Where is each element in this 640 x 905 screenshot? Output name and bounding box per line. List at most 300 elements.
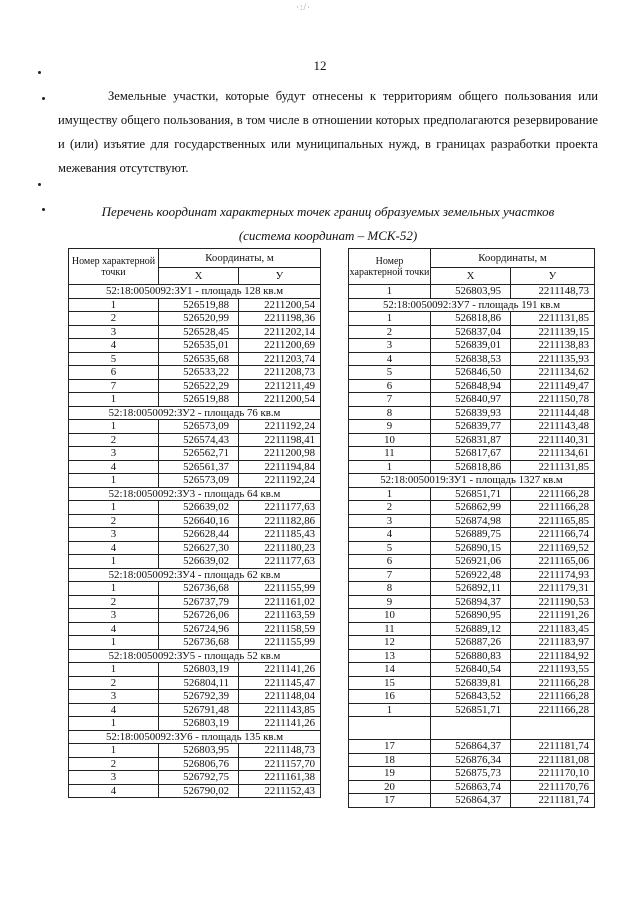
x-coordinate-cell: 526839,81	[431, 676, 511, 690]
table-row	[349, 676, 595, 690]
x-coordinate-cell: 526736,68	[159, 636, 239, 650]
point-number-cell: 1	[69, 420, 159, 434]
contour-gap-row	[349, 717, 595, 740]
x-coordinate-cell: 526803,19	[159, 717, 239, 731]
x-coordinate-cell: 526726,06	[159, 609, 239, 623]
point-number-cell: 3	[69, 609, 159, 623]
header-x: X	[159, 268, 239, 285]
x-coordinate-cell: 526803,95	[431, 285, 511, 299]
coordinates-table-right	[348, 248, 595, 808]
table-row	[349, 690, 595, 704]
table-row	[349, 568, 595, 582]
point-number-cell: 2	[349, 501, 431, 515]
y-coordinate-cell: 2211134,62	[511, 366, 595, 380]
parcel-group-row	[69, 285, 321, 299]
parcel-group-row	[349, 474, 595, 488]
table-row	[349, 528, 595, 542]
x-coordinate-cell: 526894,37	[431, 595, 511, 609]
point-number-cell: 1	[69, 582, 159, 596]
y-coordinate-cell: 2211180,23	[239, 541, 321, 555]
table-row	[349, 514, 595, 528]
y-coordinate-cell: 2211155,99	[239, 582, 321, 596]
y-coordinate-cell: 2211131,85	[511, 460, 595, 474]
point-number-cell: 18	[349, 753, 431, 767]
x-coordinate-cell: 526573,09	[159, 474, 239, 488]
y-coordinate-cell: 2211177,63	[239, 501, 321, 515]
parcel-group-row	[69, 568, 321, 582]
scan-mark: ·:/·	[296, 2, 311, 12]
y-coordinate-cell: 2211165,85	[511, 514, 595, 528]
x-coordinate-cell: 526837,04	[431, 325, 511, 339]
table-row	[69, 514, 321, 528]
x-coordinate-cell: 526839,01	[431, 339, 511, 353]
point-number-cell: 5	[349, 541, 431, 555]
x-coordinate-cell: 526831,87	[431, 433, 511, 447]
table-row	[349, 703, 595, 717]
point-number-cell: 4	[69, 339, 159, 353]
table-row	[69, 690, 321, 704]
intro-paragraph: Земельные участки, которые будут отнесены к территориям общего пользования или имуществу общего пользования, в том числе в отношении которых предполагаются резервирование и (или) изъятие для государственных или муниципальных нужд, в границах разработки проекта межевания отсутствуют.	[58, 89, 598, 175]
empty-cell	[511, 717, 595, 740]
y-coordinate-cell: 2211138,83	[511, 339, 595, 353]
point-number-cell: 13	[349, 649, 431, 663]
y-coordinate-cell: 2211174,93	[511, 568, 595, 582]
x-coordinate-cell: 526890,15	[431, 541, 511, 555]
x-coordinate-cell: 526640,16	[159, 514, 239, 528]
y-coordinate-cell: 2211190,53	[511, 595, 595, 609]
point-number-cell: 1	[349, 285, 431, 299]
point-number-cell: 10	[349, 433, 431, 447]
x-coordinate-cell: 526520,99	[159, 312, 239, 326]
table-row	[69, 379, 321, 393]
x-coordinate-cell: 526817,67	[431, 447, 511, 461]
parcel-group-row	[69, 406, 321, 420]
x-coordinate-cell: 526639,02	[159, 501, 239, 515]
table-row	[349, 780, 595, 794]
table-row	[69, 676, 321, 690]
point-number-cell: 10	[349, 609, 431, 623]
y-coordinate-cell: 2211200,69	[239, 339, 321, 353]
y-coordinate-cell: 2211134,61	[511, 447, 595, 461]
y-coordinate-cell: 2211157,70	[239, 757, 321, 771]
list-title	[58, 200, 598, 248]
y-coordinate-cell: 2211198,36	[239, 312, 321, 326]
table-row	[349, 352, 595, 366]
y-coordinate-cell: 2211166,28	[511, 676, 595, 690]
header-coordinates: Координаты, м	[431, 249, 595, 268]
table-row	[69, 325, 321, 339]
x-coordinate-cell: 526890,95	[431, 609, 511, 623]
point-number-cell: 3	[69, 447, 159, 461]
point-number-cell: 2	[69, 312, 159, 326]
table-row	[349, 740, 595, 754]
table-row	[69, 541, 321, 555]
table-row	[349, 555, 595, 569]
parcel-label: 52:18:0050092:ЗУ2 - площадь 76 кв.м	[69, 406, 321, 420]
point-number-cell: 3	[69, 771, 159, 785]
y-coordinate-cell: 2211140,31	[511, 433, 595, 447]
table-row	[349, 460, 595, 474]
y-coordinate-cell: 2211194,84	[239, 460, 321, 474]
y-coordinate-cell: 2211177,63	[239, 555, 321, 569]
x-coordinate-cell: 526851,71	[431, 703, 511, 717]
table-row	[349, 595, 595, 609]
point-number-cell: 4	[349, 352, 431, 366]
table-row	[69, 555, 321, 569]
x-coordinate-cell: 526875,73	[431, 767, 511, 781]
point-number-cell: 7	[349, 393, 431, 407]
point-number-cell: 6	[349, 555, 431, 569]
y-coordinate-cell: 2211145,47	[239, 676, 321, 690]
point-number-cell: 2	[69, 433, 159, 447]
x-coordinate-cell: 526639,02	[159, 555, 239, 569]
parcel-label: 52:18:0050092:ЗУ5 - площадь 52 кв.м	[69, 649, 321, 663]
point-number-cell: 1	[69, 298, 159, 312]
parcel-label: 52:18:0050092:ЗУ3 - площадь 64 кв.м	[69, 487, 321, 501]
y-coordinate-cell: 2211149,47	[511, 379, 595, 393]
x-coordinate-cell: 526562,71	[159, 447, 239, 461]
y-coordinate-cell: 2211165,06	[511, 555, 595, 569]
table-row	[349, 501, 595, 515]
point-number-cell: 17	[349, 740, 431, 754]
x-coordinate-cell: 526843,52	[431, 690, 511, 704]
header-point-number: Номер характерной точки	[69, 249, 159, 285]
table-row	[69, 528, 321, 542]
y-coordinate-cell: 2211191,26	[511, 609, 595, 623]
y-coordinate-cell: 2211143,85	[239, 703, 321, 717]
point-number-cell: 1	[69, 636, 159, 650]
x-coordinate-cell: 526519,88	[159, 393, 239, 407]
y-coordinate-cell: 2211166,28	[511, 487, 595, 501]
x-coordinate-cell: 526790,02	[159, 784, 239, 798]
table-row	[349, 325, 595, 339]
coordinates-table-left	[68, 248, 321, 798]
point-number-cell: 1	[69, 555, 159, 569]
x-coordinate-cell: 526889,12	[431, 622, 511, 636]
table-row	[349, 339, 595, 353]
x-coordinate-cell: 526848,94	[431, 379, 511, 393]
table-row	[349, 393, 595, 407]
point-number-cell: 1	[69, 663, 159, 677]
empty-cell	[349, 717, 431, 740]
header-coordinates: Координаты, м	[159, 249, 321, 268]
table-row	[69, 393, 321, 407]
table-row	[349, 433, 595, 447]
point-number-cell: 11	[349, 447, 431, 461]
y-coordinate-cell: 2211200,54	[239, 393, 321, 407]
table-row	[349, 366, 595, 380]
y-coordinate-cell: 2211166,28	[511, 501, 595, 515]
point-number-cell: 1	[69, 474, 159, 488]
point-number-cell: 5	[69, 352, 159, 366]
point-number-cell: 17	[349, 794, 431, 808]
table-row	[69, 609, 321, 623]
x-coordinate-cell: 526840,54	[431, 663, 511, 677]
x-coordinate-cell: 526736,68	[159, 582, 239, 596]
x-coordinate-cell: 526535,68	[159, 352, 239, 366]
parcel-group-row	[349, 298, 595, 312]
point-number-cell: 4	[69, 784, 159, 798]
point-number-cell: 4	[69, 703, 159, 717]
x-coordinate-cell: 526921,06	[431, 555, 511, 569]
y-coordinate-cell: 2211158,59	[239, 622, 321, 636]
x-coordinate-cell: 526838,53	[431, 352, 511, 366]
y-coordinate-cell: 2211181,74	[511, 794, 595, 808]
table-row	[349, 285, 595, 299]
y-coordinate-cell: 2211181,08	[511, 753, 595, 767]
y-coordinate-cell: 2211169,52	[511, 541, 595, 555]
point-number-cell: 2	[69, 757, 159, 771]
table-row	[69, 582, 321, 596]
y-coordinate-cell: 2211200,54	[239, 298, 321, 312]
x-coordinate-cell: 526737,79	[159, 595, 239, 609]
table-row	[349, 753, 595, 767]
point-number-cell: 2	[349, 325, 431, 339]
point-number-cell: 9	[349, 420, 431, 434]
list-title-line-1: Перечень координат характерных точек границ образуемых земельных участков	[101, 204, 555, 219]
point-number-cell: 1	[349, 703, 431, 717]
x-coordinate-cell: 526535,01	[159, 339, 239, 353]
point-number-cell: 4	[69, 622, 159, 636]
header-point-number: Номер характерной точки	[349, 249, 431, 285]
empty-cell	[431, 717, 511, 740]
y-coordinate-cell: 2211161,02	[239, 595, 321, 609]
table-row	[69, 744, 321, 758]
point-number-cell: 8	[349, 406, 431, 420]
y-coordinate-cell: 2211184,92	[511, 649, 595, 663]
y-coordinate-cell: 2211211,49	[239, 379, 321, 393]
x-coordinate-cell: 526792,75	[159, 771, 239, 785]
table-row	[349, 582, 595, 596]
table-row	[349, 541, 595, 555]
margin-dot	[38, 183, 41, 186]
x-coordinate-cell: 526839,77	[431, 420, 511, 434]
point-number-cell: 16	[349, 690, 431, 704]
x-coordinate-cell: 526840,97	[431, 393, 511, 407]
point-number-cell: 3	[349, 514, 431, 528]
table-row	[349, 447, 595, 461]
x-coordinate-cell: 526519,88	[159, 298, 239, 312]
x-coordinate-cell: 526724,96	[159, 622, 239, 636]
x-coordinate-cell: 526818,86	[431, 460, 511, 474]
point-number-cell: 1	[69, 744, 159, 758]
table-row	[349, 794, 595, 808]
y-coordinate-cell: 2211139,15	[511, 325, 595, 339]
x-coordinate-cell: 526887,26	[431, 636, 511, 650]
x-coordinate-cell: 526864,37	[431, 794, 511, 808]
table-row	[69, 460, 321, 474]
table-row	[349, 609, 595, 623]
y-coordinate-cell: 2211135,93	[511, 352, 595, 366]
x-coordinate-cell: 526851,71	[431, 487, 511, 501]
y-coordinate-cell: 2211148,73	[511, 285, 595, 299]
point-number-cell: 3	[69, 325, 159, 339]
point-number-cell: 6	[349, 379, 431, 393]
table-row	[349, 649, 595, 663]
point-number-cell: 6	[69, 366, 159, 380]
x-coordinate-cell: 526864,37	[431, 740, 511, 754]
page-number: 12	[313, 58, 327, 73]
y-coordinate-cell: 2211166,74	[511, 528, 595, 542]
y-coordinate-cell: 2211183,45	[511, 622, 595, 636]
margin-dot	[42, 208, 45, 211]
table-row	[349, 622, 595, 636]
table-row	[69, 717, 321, 731]
table-row	[69, 757, 321, 771]
table-row	[349, 379, 595, 393]
table-body	[69, 285, 321, 798]
x-coordinate-cell: 526628,44	[159, 528, 239, 542]
y-coordinate-cell: 2211208,73	[239, 366, 321, 380]
x-coordinate-cell: 526791,48	[159, 703, 239, 717]
table-row	[349, 636, 595, 650]
y-coordinate-cell: 2211155,99	[239, 636, 321, 650]
y-coordinate-cell: 2211141,26	[239, 663, 321, 677]
table-row	[349, 663, 595, 677]
point-number-cell: 3	[69, 528, 159, 542]
x-coordinate-cell: 526874,98	[431, 514, 511, 528]
point-number-cell: 2	[69, 676, 159, 690]
x-coordinate-cell: 526889,75	[431, 528, 511, 542]
table-row	[349, 406, 595, 420]
x-coordinate-cell: 526574,43	[159, 433, 239, 447]
point-number-cell: 11	[349, 622, 431, 636]
y-coordinate-cell: 2211141,26	[239, 717, 321, 731]
parcel-label: 52:18:0050019:ЗУ1 - площадь 1327 кв.м	[349, 474, 595, 488]
point-number-cell: 2	[69, 514, 159, 528]
y-coordinate-cell: 2211148,04	[239, 690, 321, 704]
x-coordinate-cell: 526804,11	[159, 676, 239, 690]
x-coordinate-cell: 526573,09	[159, 420, 239, 434]
table-row	[69, 339, 321, 353]
header-y: У	[239, 268, 321, 285]
y-coordinate-cell: 2211198,41	[239, 433, 321, 447]
point-number-cell: 4	[349, 528, 431, 542]
table-row	[69, 298, 321, 312]
y-coordinate-cell: 2211193,55	[511, 663, 595, 677]
y-coordinate-cell: 2211161,38	[239, 771, 321, 785]
point-number-cell: 1	[349, 312, 431, 326]
x-coordinate-cell: 526803,95	[159, 744, 239, 758]
y-coordinate-cell: 2211166,28	[511, 703, 595, 717]
y-coordinate-cell: 2211181,74	[511, 740, 595, 754]
point-number-cell: 15	[349, 676, 431, 690]
point-number-cell: 12	[349, 636, 431, 650]
table-row	[69, 622, 321, 636]
parcel-group-row	[69, 649, 321, 663]
y-coordinate-cell: 2211203,74	[239, 352, 321, 366]
table-row	[349, 420, 595, 434]
table-row	[69, 636, 321, 650]
x-coordinate-cell: 526522,29	[159, 379, 239, 393]
table-row	[349, 487, 595, 501]
x-coordinate-cell: 526561,37	[159, 460, 239, 474]
table-row	[69, 771, 321, 785]
table-row	[349, 767, 595, 781]
y-coordinate-cell: 2211192,24	[239, 474, 321, 488]
point-number-cell: 3	[69, 690, 159, 704]
y-coordinate-cell: 2211183,97	[511, 636, 595, 650]
point-number-cell: 9	[349, 595, 431, 609]
table-row	[69, 366, 321, 380]
table-row	[349, 312, 595, 326]
table-row	[69, 474, 321, 488]
point-number-cell: 3	[349, 339, 431, 353]
point-number-cell: 1	[69, 393, 159, 407]
parcel-label: 52:18:0050092:ЗУ7 - площадь 191 кв.м	[349, 298, 595, 312]
y-coordinate-cell: 2211185,43	[239, 528, 321, 542]
table-row	[69, 433, 321, 447]
point-number-cell: 7	[69, 379, 159, 393]
table-body	[349, 285, 595, 808]
y-coordinate-cell: 2211144,48	[511, 406, 595, 420]
x-coordinate-cell: 526876,34	[431, 753, 511, 767]
table-row	[69, 784, 321, 798]
y-coordinate-cell: 2211200,98	[239, 447, 321, 461]
parcel-group-row	[69, 730, 321, 744]
margin-dot	[42, 97, 45, 100]
x-coordinate-cell: 526792,39	[159, 690, 239, 704]
y-coordinate-cell: 2211192,24	[239, 420, 321, 434]
x-coordinate-cell: 526806,76	[159, 757, 239, 771]
x-coordinate-cell: 526803,19	[159, 663, 239, 677]
point-number-cell: 1	[69, 717, 159, 731]
parcel-label: 52:18:0050092:ЗУ6 - площадь 135 кв.м	[69, 730, 321, 744]
y-coordinate-cell: 2211170,10	[511, 767, 595, 781]
y-coordinate-cell: 2211170,76	[511, 780, 595, 794]
list-title-line-2: (система координат – МСК-52)	[238, 228, 418, 243]
point-number-cell: 14	[349, 663, 431, 677]
y-coordinate-cell: 2211131,85	[511, 312, 595, 326]
x-coordinate-cell: 526862,99	[431, 501, 511, 515]
x-coordinate-cell: 526880,83	[431, 649, 511, 663]
y-coordinate-cell: 2211143,48	[511, 420, 595, 434]
point-number-cell: 1	[349, 487, 431, 501]
parcel-label: 52:18:0050092:ЗУ1 - площадь 128 кв.м	[69, 285, 321, 299]
y-coordinate-cell: 2211152,43	[239, 784, 321, 798]
table-row	[69, 703, 321, 717]
x-coordinate-cell: 526528,45	[159, 325, 239, 339]
header-x: X	[431, 268, 511, 285]
y-coordinate-cell: 2211182,86	[239, 514, 321, 528]
parcel-label: 52:18:0050092:ЗУ4 - площадь 62 кв.м	[69, 568, 321, 582]
point-number-cell: 8	[349, 582, 431, 596]
y-coordinate-cell: 2211166,28	[511, 690, 595, 704]
y-coordinate-cell: 2211148,73	[239, 744, 321, 758]
header-y: У	[511, 268, 595, 285]
table-row	[69, 447, 321, 461]
point-number-cell: 4	[69, 541, 159, 555]
x-coordinate-cell: 526922,48	[431, 568, 511, 582]
x-coordinate-cell: 526846,50	[431, 366, 511, 380]
y-coordinate-cell: 2211179,31	[511, 582, 595, 596]
x-coordinate-cell: 526839,93	[431, 406, 511, 420]
point-number-cell: 20	[349, 780, 431, 794]
x-coordinate-cell: 526533,22	[159, 366, 239, 380]
x-coordinate-cell: 526892,11	[431, 582, 511, 596]
table-row	[69, 420, 321, 434]
table-row	[69, 352, 321, 366]
point-number-cell: 4	[69, 460, 159, 474]
x-coordinate-cell: 526818,86	[431, 312, 511, 326]
point-number-cell: 2	[69, 595, 159, 609]
point-number-cell: 1	[349, 460, 431, 474]
table-row	[69, 663, 321, 677]
point-number-cell: 1	[69, 501, 159, 515]
x-coordinate-cell: 526863,74	[431, 780, 511, 794]
point-number-cell: 5	[349, 366, 431, 380]
table-row	[69, 595, 321, 609]
